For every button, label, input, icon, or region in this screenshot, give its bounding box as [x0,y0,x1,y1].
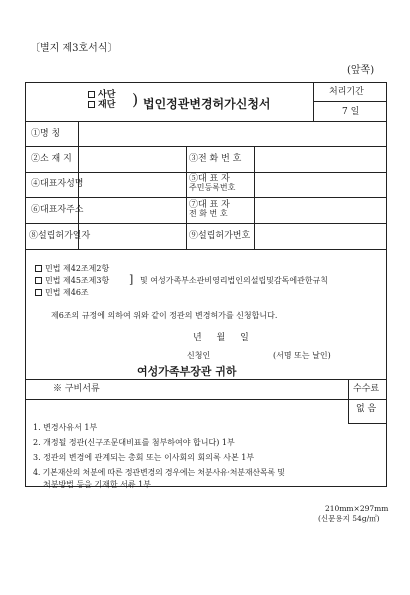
processing-period-label: 처리기간 [329,87,364,97]
document-item-4-continued: 처분방법 등을 기재한 서류 1부 [43,480,151,489]
checkbox-icon [88,91,95,98]
establishment-number-label: ⑨설립허가번호 [189,231,251,241]
checkbox-icon [35,265,42,272]
applicant-label: 신청인 [187,351,211,360]
fee-value: 없 음 [356,404,377,414]
bracket-glyph: ] [129,273,134,286]
required-documents-heading: ※ 구비서류 [53,384,100,394]
establishment-date-label: ⑧설립허가일자 [29,231,91,241]
representative-phone-field[interactable] [255,198,386,222]
phone-label: ③전 화 번 호 [189,154,242,164]
paper-size: 210mm×297mm [325,504,389,513]
front-side-note: (앞쪽) [347,65,375,76]
name-field[interactable] [79,122,386,145]
location-field[interactable] [79,147,185,171]
form-reference: 〔별지 제3호서식〕 [30,43,118,54]
form-title: 법인정관변경허가신청서 [143,97,271,111]
processing-period-value: 7 일 [342,107,360,117]
document-item-3: 3. 정관의 변경에 관계되는 총회 또는 이사회의 회의록 사본 1부 [33,453,255,462]
checkbox-icon [35,289,42,296]
bracket-glyph: ) [132,90,139,109]
checkbox-icon [88,101,95,108]
phone-field[interactable] [255,147,386,171]
representative-rrn-field[interactable] [255,173,386,196]
law-option-42[interactable]: 민법 제42조제2항 [35,265,109,273]
paper-spec: (신문용지 54g/㎡) [318,514,380,523]
fee-label: 수수료 [353,384,380,394]
addressee: 여성가족부장관 귀하 [137,365,237,378]
representative-address-field[interactable] [79,198,185,222]
application-form [25,82,387,487]
corp-type-options [88,91,115,111]
location-label: ②소 재 지 [31,154,72,164]
representative-name-field[interactable] [79,173,185,196]
establishment-number-field[interactable] [255,224,386,248]
document-item-2: 2. 개정될 정관(신구조문대비표를 첨부하여야 합니다) 1부 [33,438,235,447]
application-date: 년 월 일 [193,333,249,343]
law-option-46[interactable]: 민법 제46조 [35,289,89,297]
option-foundation[interactable]: 재단 [88,101,115,111]
option-incorporated-association[interactable]: 사단 [88,91,115,101]
establishment-date-field[interactable] [79,224,185,248]
checkbox-icon [35,277,42,284]
representative-phone-label: ⑦대 표 자 전 화 번 호 [189,200,230,219]
document-item-1: 1. 변경사유서 1부 [33,423,98,432]
regulation-name: 및 여성가족부소관비영리법인의설립및감독에관한규칙 [140,276,329,285]
representative-name-label: ④대표자성명 [31,179,84,189]
representative-rrn-label: ⑤대 표 자 주민등록번호 [189,174,236,193]
application-statement: 제6조의 규정에 의하여 위와 같이 정관의 변경허가를 신청합니다. [51,311,278,320]
name-label: ①명 칭 [31,129,61,139]
representative-address-label: ⑥대표자주소 [31,205,84,215]
signature-note: (서명 또는 날인) [273,351,331,360]
law-option-45[interactable]: 민법 제45조제3항 [35,277,109,285]
document-item-4: 4. 기본재산의 처분에 따른 정관변경의 경우에는 처분사유·처분재산목록 및 [33,468,285,477]
